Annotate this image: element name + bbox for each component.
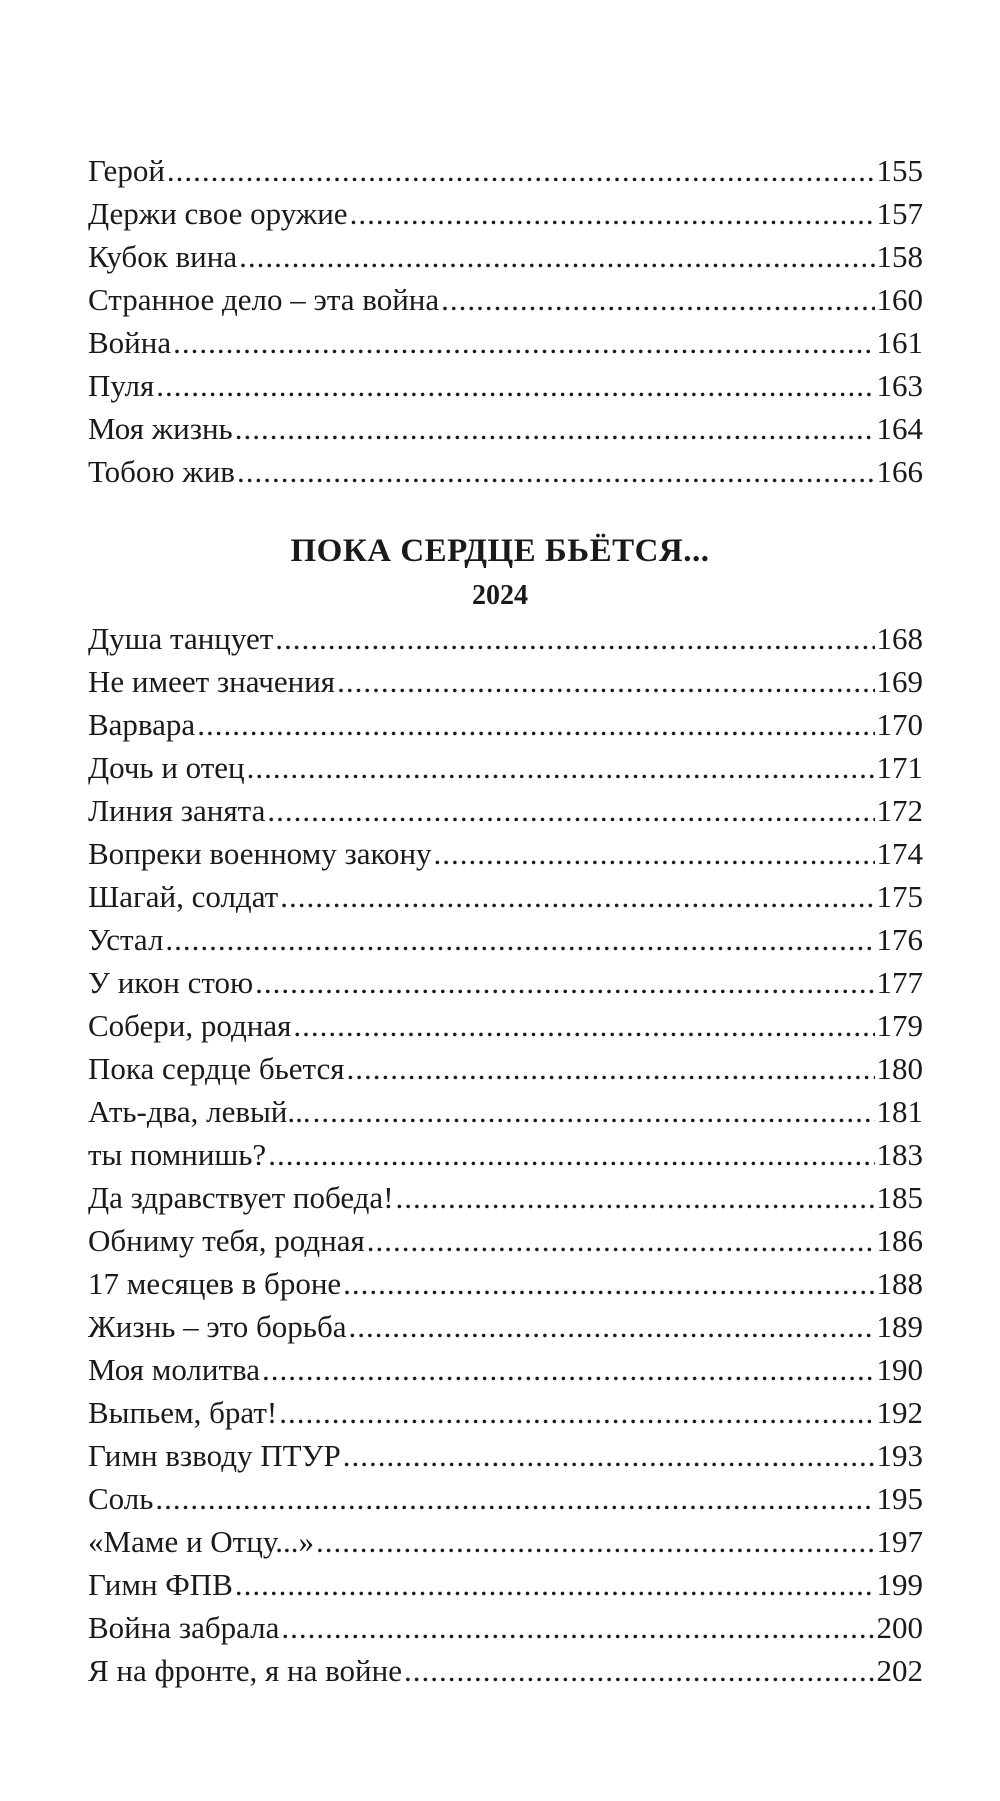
toc-entry-page: 193 <box>876 1438 923 1473</box>
dot-leader <box>350 192 875 235</box>
toc-entry-page: 192 <box>876 1395 923 1430</box>
dot-leader <box>316 1520 875 1563</box>
dot-leader <box>434 832 875 875</box>
toc-entry-page: 172 <box>876 793 923 828</box>
toc-entry <box>88 1649 923 1692</box>
dot-leader <box>262 1348 874 1391</box>
toc-entry-page: 200 <box>876 1610 923 1645</box>
toc-entry-title: Линия занята <box>88 793 266 828</box>
dot-leader <box>281 1606 874 1649</box>
toc-entry-title: Моя молитва <box>88 1352 261 1387</box>
dot-leader <box>237 450 875 493</box>
toc-entry-page: 176 <box>876 922 923 957</box>
toc-entry-title: Душа танцует <box>88 621 274 656</box>
section-heading: ПОКА СЕРДЦЕ БЬЁТСЯ... <box>290 533 710 569</box>
toc-entry-title: Ать-два, левый... <box>88 1094 311 1129</box>
toc-entry-title: Варвара <box>88 707 196 742</box>
dot-leader <box>396 1176 875 1219</box>
toc-entry-title: Да здравствует победа! <box>88 1180 394 1215</box>
toc-entry-title: Соль <box>88 1481 154 1516</box>
dot-leader <box>367 1219 875 1262</box>
toc-entry <box>88 149 923 192</box>
toc-entry-page: 189 <box>876 1309 923 1344</box>
toc-entry-page: 160 <box>876 282 923 317</box>
dot-leader <box>404 1649 875 1692</box>
section-year: 2024 <box>472 580 528 611</box>
toc-entry-title: «Маме и Отцу...» <box>88 1524 314 1559</box>
dot-leader <box>197 703 874 746</box>
toc-entry <box>88 703 923 746</box>
dot-leader <box>173 321 874 364</box>
toc-entry-title: Шагай, солдат <box>88 879 279 914</box>
toc-entry <box>88 1391 923 1434</box>
dot-leader <box>255 961 874 1004</box>
toc-entry-page: 163 <box>876 368 923 403</box>
dot-leader <box>155 1477 874 1520</box>
toc-entry-page: 195 <box>876 1481 923 1516</box>
toc-entry <box>88 1004 923 1047</box>
toc-entry <box>88 1348 923 1391</box>
dot-leader <box>167 149 875 192</box>
toc-entry-page: 185 <box>876 1180 923 1215</box>
toc-entry <box>88 918 923 961</box>
toc-entry-title: Тобою жив <box>88 454 235 489</box>
toc-entry <box>88 1563 923 1606</box>
toc-entry-page: 183 <box>876 1137 923 1172</box>
toc-entry <box>88 321 923 364</box>
toc-entry <box>88 1477 923 1520</box>
toc-entry-page: 166 <box>876 454 923 489</box>
toc-entry-page: 155 <box>876 153 923 188</box>
dot-leader <box>280 875 874 918</box>
toc-entry-title: Гимн ФПВ <box>88 1567 233 1602</box>
dot-leader <box>337 660 874 703</box>
toc-entry <box>88 1434 923 1477</box>
dot-leader <box>165 918 874 961</box>
toc-entry-title: У икон стою <box>88 965 254 1000</box>
toc-entry-title: 17 месяцев в броне <box>88 1266 342 1301</box>
toc-entry <box>88 1047 923 1090</box>
dot-leader <box>275 617 874 660</box>
toc-entry <box>88 278 923 321</box>
dot-leader <box>343 1262 874 1305</box>
dot-leader <box>313 1090 875 1133</box>
dot-leader <box>346 1047 874 1090</box>
toc-entry-title: Война <box>88 325 172 360</box>
toc-entry-page: 168 <box>876 621 923 656</box>
toc-entry-title: Собери, родная <box>88 1008 292 1043</box>
toc-entry <box>88 746 923 789</box>
toc-entry-page: 161 <box>876 325 923 360</box>
dot-leader <box>247 746 875 789</box>
toc-entry-title: Жизнь – это борьба <box>88 1309 347 1344</box>
toc-entry-title: Пока сердце бьется <box>88 1051 345 1086</box>
toc-entry-page: 190 <box>876 1352 923 1387</box>
toc-entry <box>88 1133 923 1176</box>
dot-leader <box>239 235 874 278</box>
toc-entry-page: 157 <box>876 196 923 231</box>
toc-entry <box>88 364 923 407</box>
toc-entry-title: Устал <box>88 922 164 957</box>
toc-entry-title: Гимн взводу ПТУР <box>88 1438 341 1473</box>
toc-entry-title: Герой <box>88 153 165 188</box>
toc-entry-page: 197 <box>876 1524 923 1559</box>
toc-entry <box>88 832 923 875</box>
toc-entry-page: 202 <box>876 1653 923 1688</box>
toc-entry-title: Кубок вина <box>88 239 238 274</box>
dot-leader <box>279 1391 874 1434</box>
toc-entry-title: Война забрала <box>88 1610 280 1645</box>
toc-entry-title: Держи свое оружие <box>88 196 348 231</box>
toc-entry-page: 169 <box>876 664 923 699</box>
toc-entry <box>88 1219 923 1262</box>
toc-entry-title: Обниму тебя, родная <box>88 1223 365 1258</box>
toc-entry-title: ты помнишь? <box>88 1137 267 1172</box>
toc-entry-page: 188 <box>876 1266 923 1301</box>
toc-entry-title: Не имеет значения <box>88 664 336 699</box>
dot-leader <box>441 278 874 321</box>
toc-entry-page: 174 <box>876 836 923 871</box>
toc-entry-title: Вопреки военному закону <box>88 836 432 871</box>
toc-entry <box>88 1262 923 1305</box>
toc-entry <box>88 1606 923 1649</box>
toc-entry <box>88 1520 923 1563</box>
toc-entry-page: 164 <box>876 411 923 446</box>
toc-entry <box>88 660 923 703</box>
dot-leader <box>267 789 874 832</box>
toc-entry-page: 171 <box>876 750 923 785</box>
toc-entry-page: 177 <box>876 965 923 1000</box>
dot-leader <box>348 1305 874 1348</box>
toc-entry <box>88 407 923 450</box>
toc-entry-title: Дочь и отец <box>88 750 245 785</box>
toc-entry-title: Я на фронте, я на войне <box>88 1653 402 1688</box>
toc-entry-page: 179 <box>876 1008 923 1043</box>
toc-entry <box>88 875 923 918</box>
toc-entry-title: Пуля <box>88 368 155 403</box>
toc-entry-page: 180 <box>876 1051 923 1086</box>
toc-entry-page: 175 <box>876 879 923 914</box>
toc-list-top <box>88 149 923 493</box>
toc-entry-page: 158 <box>876 239 923 274</box>
toc-entry <box>88 192 923 235</box>
toc-list-bottom <box>88 617 923 1692</box>
toc-entry-page: 186 <box>876 1223 923 1258</box>
toc-entry <box>88 1176 923 1219</box>
dot-leader <box>156 364 874 407</box>
dot-leader <box>235 1563 875 1606</box>
toc-entry <box>88 235 923 278</box>
toc-entry-page: 199 <box>876 1567 923 1602</box>
dot-leader <box>343 1434 875 1477</box>
toc-entry-title: Странное дело – эта война <box>88 282 440 317</box>
toc-entry-title: Моя жизнь <box>88 411 233 446</box>
toc-entry <box>88 450 923 493</box>
toc-entry <box>88 961 923 1004</box>
toc-entry-page: 181 <box>876 1094 923 1129</box>
toc-entry <box>88 789 923 832</box>
dot-leader <box>235 407 875 450</box>
dot-leader <box>293 1004 874 1047</box>
toc-entry-title: Выпьем, брат! <box>88 1395 278 1430</box>
toc-entry <box>88 1090 923 1133</box>
toc-entry <box>88 1305 923 1348</box>
dot-leader <box>268 1133 874 1176</box>
toc-entry-page: 170 <box>876 707 923 742</box>
toc-entry <box>88 617 923 660</box>
